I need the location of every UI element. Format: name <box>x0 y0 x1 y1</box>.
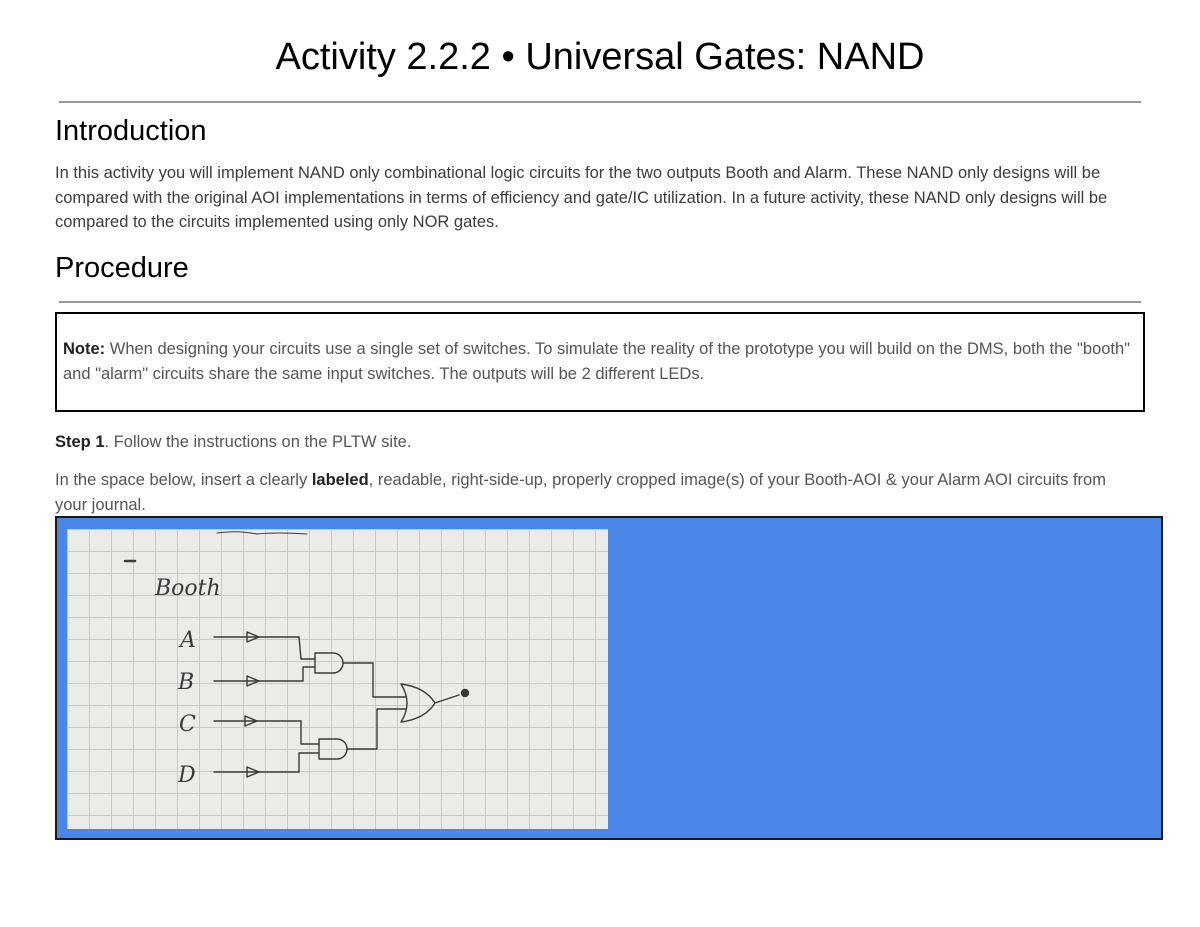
image-placeholder-frame[interactable] <box>55 516 1163 840</box>
sketch-label-booth: Booth <box>155 576 221 601</box>
procedure-divider <box>59 301 1141 303</box>
step-1-label: Step 1 <box>55 433 105 451</box>
booth-circuit-drawing <box>67 529 608 829</box>
insert-instruction-after: , readable, right-side-up, properly cropped image(s) of your Booth-AOI & your Alarm AOI circuits from your journal. <box>55 471 1106 514</box>
sketch-input-b: B <box>178 670 195 695</box>
page-title: Activity 2.2.2 • Universal Gates: NAND <box>275 36 925 78</box>
sketch-input-d: D <box>178 763 196 788</box>
insert-instruction-before: In the space below, insert a clearly <box>55 471 312 489</box>
note-box <box>55 312 1145 412</box>
sketch-input-a: A <box>180 628 196 653</box>
procedure-heading: Procedure <box>55 252 189 284</box>
sketch-input-c: C <box>179 712 196 737</box>
step-1 <box>55 430 411 454</box>
note-body: When designing your circuits use a single set of switches. To simulate the reality of the prototype you will build on the DMS, both the "booth" and "alarm" circuits share the same input switches. The outputs will be 2 different LEDs. <box>63 340 1131 383</box>
step-1-text: . Follow the instructions on the PLTW site. <box>104 433 412 451</box>
insert-instruction <box>55 468 1135 517</box>
note-text <box>63 337 1133 386</box>
booth-circuit-sketch[interactable] <box>67 529 608 829</box>
title-divider <box>59 101 1141 103</box>
insert-instruction-bold: labeled <box>311 471 369 489</box>
note-label: Note: <box>63 340 106 358</box>
introduction-text: In this activity you will implement NAND only combinational logic circuits for the two outputs Booth and Alarm. These NAND only designs will be compared with the original AOI implementations in terms of efficiency and gate/IC utilization. In a future activity, these NAND only designs will be compared to the circuits implemented using only NOR gates. <box>55 164 1108 231</box>
introduction-heading: Introduction <box>55 115 207 147</box>
